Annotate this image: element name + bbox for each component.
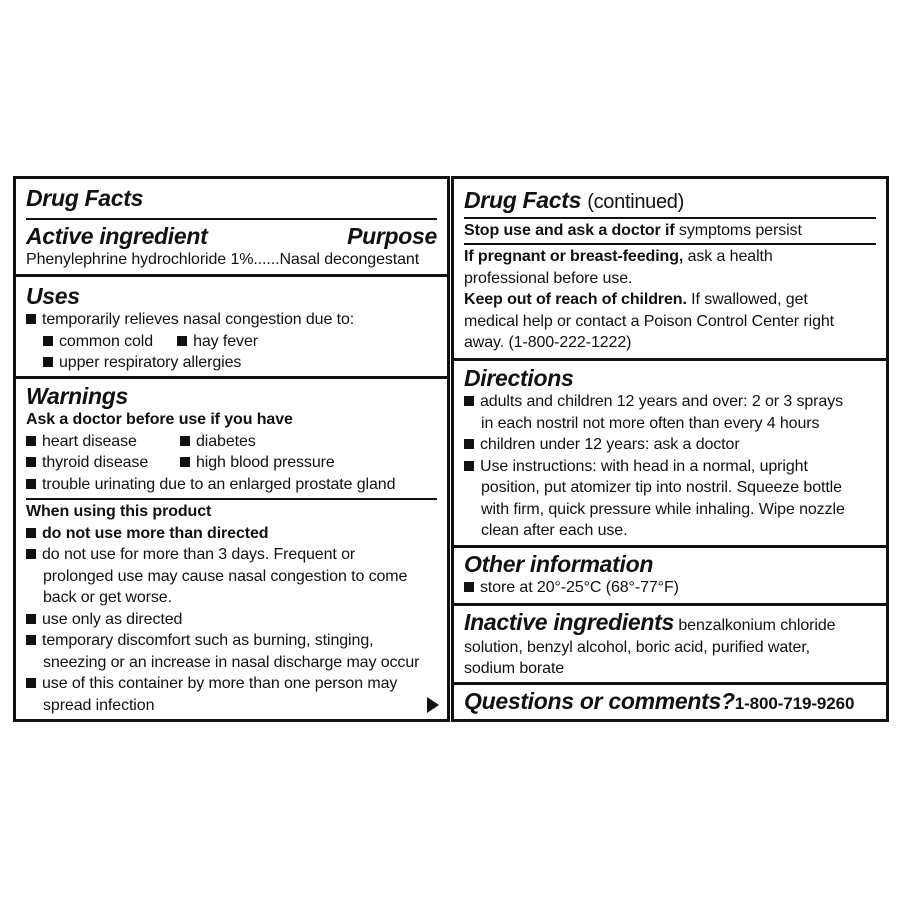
inactive-ingredients-cont: solution, benzyl alcohol, boric acid, purified water, [464,638,811,656]
drug-facts-header [26,185,437,211]
bullet-icon [26,314,36,324]
condition-item: heart disease [42,432,137,450]
keep-out-text-cont: away. (1-800-222-1222) [464,334,632,351]
stop-use-section [464,220,876,242]
purpose-heading: Purpose [347,223,437,249]
stop-use-text: symptoms persist [674,222,802,239]
uses-item: upper respiratory allergies [59,354,242,371]
bullet-icon [43,336,53,346]
pregnant-bold: If pregnant or breast-feeding, [464,248,684,265]
direction-item-cont: position, put atomizer tip into nostril. Squeeze bottle [481,479,842,496]
keep-out-text-cont: medical help or contact a Poison Control Center right [464,312,835,330]
inactive-ingredients-section [464,609,876,680]
divider [454,545,886,548]
other-information-heading: Other information [464,551,654,577]
bullet-icon [26,457,36,467]
warnings-heading: Warnings [26,383,128,409]
keep-out-bold: Keep out of reach of children. [464,291,687,308]
bullet-icon [180,457,190,467]
bullet-icon [464,582,474,592]
keep-out-text: If swallowed, get [686,291,808,308]
direction-item-cont: with firm, quick pressure while inhaling. Wipe nozzle [481,500,845,518]
bullet-icon [26,479,36,489]
pregnancy-section [464,246,876,354]
bullet-icon [43,357,53,367]
inactive-ingredients-heading: Inactive ingredients [464,609,675,635]
directions-section [464,365,876,542]
warning-item-cont: sneezing or an increase in nasal discharge may occur [43,653,420,671]
condition-item: high blood pressure [196,454,335,471]
questions-phone: 1-800-719-9260 [734,694,855,713]
direction-item: Use instructions: with head in a normal, upright [480,457,808,475]
active-ingredient-section [26,223,437,271]
direction-item-cont: clean after each use. [481,522,628,539]
warnings-section [26,383,437,495]
condition-item: thyroid disease [42,454,149,471]
divider [454,603,886,606]
warning-item-cont: back or get worse. [43,589,172,606]
warning-item: use only as directed [42,610,183,628]
bullet-icon [26,678,36,688]
uses-heading: Uses [26,283,80,309]
uses-item: hay fever [193,332,258,350]
divider [464,243,876,245]
warning-item-cont: spread infection [43,696,155,714]
bullet-icon [464,396,474,406]
directions-heading: Directions [464,365,574,391]
divider [16,376,447,379]
warning-item-cont: prolonged use may cause nasal congestion to come [43,567,408,585]
divider [454,682,886,685]
drug-facts-title: Drug Facts [26,185,144,211]
pregnant-text: ask a health [683,248,773,265]
drug-facts-continued-header [464,187,876,215]
uses-section [26,283,437,374]
inactive-ingredients-cont: sodium borate [464,660,565,677]
when-using-section [26,501,437,716]
warning-item: temporary discomfort such as burning, stinging, [42,632,374,649]
bullet-icon [464,461,474,471]
uses-intro: temporarily relieves nasal congestion due to: [42,311,355,328]
bullet-icon [26,436,36,446]
direction-item-cont: in each nostril not more often than every 4 hours [481,414,820,432]
pregnant-text-cont: professional before use. [464,269,633,287]
bullet-icon [26,549,36,559]
uses-item: common cold [59,332,154,350]
bullet-icon [26,528,36,538]
drug-facts-right-panel [451,176,889,722]
divider [464,217,876,219]
divider [26,218,437,220]
drug-facts-left-panel [13,176,450,722]
direction-item: adults and children 12 years and over: 2 or 3 sprays [480,393,844,410]
other-item: store at 20°-25°C (68°-77°F) [480,579,679,596]
when-using-heading: When using this product [26,503,212,520]
divider [454,358,886,361]
condition-item: diabetes [196,432,256,450]
questions-section [464,688,876,718]
drug-facts-title: Drug Facts [464,187,582,213]
stop-use-bold: Stop use and ask a doctor if [464,222,675,239]
divider [16,274,447,277]
bullet-icon [464,439,474,449]
active-ingredient-heading: Active ingredient [26,223,208,249]
condition-item: trouble urinating due to an enlarged prostate gland [42,475,396,493]
other-information-section [464,551,876,599]
bullet-icon [26,614,36,624]
bullet-icon [177,336,187,346]
inactive-ingredients-text: benzalkonium chloride [674,617,836,634]
ask-doctor-heading: Ask a doctor before use if you have [26,411,293,428]
bullet-icon [180,436,190,446]
warning-item: do not use for more than 3 days. Frequent or [42,546,356,563]
questions-heading: Questions or comments? [464,688,735,714]
active-ingredient-line: Phenylephrine hydrochloride 1%......Nasal decongestant [26,251,420,268]
direction-item: children under 12 years: ask a doctor [480,436,740,453]
divider [26,498,437,500]
warning-item: use of this container by more than one person may [42,675,398,692]
continue-arrow-icon [427,697,439,713]
bullet-icon [26,635,36,645]
continued-label: (continued) [587,191,684,213]
warning-item: do not use more than directed [42,524,269,542]
